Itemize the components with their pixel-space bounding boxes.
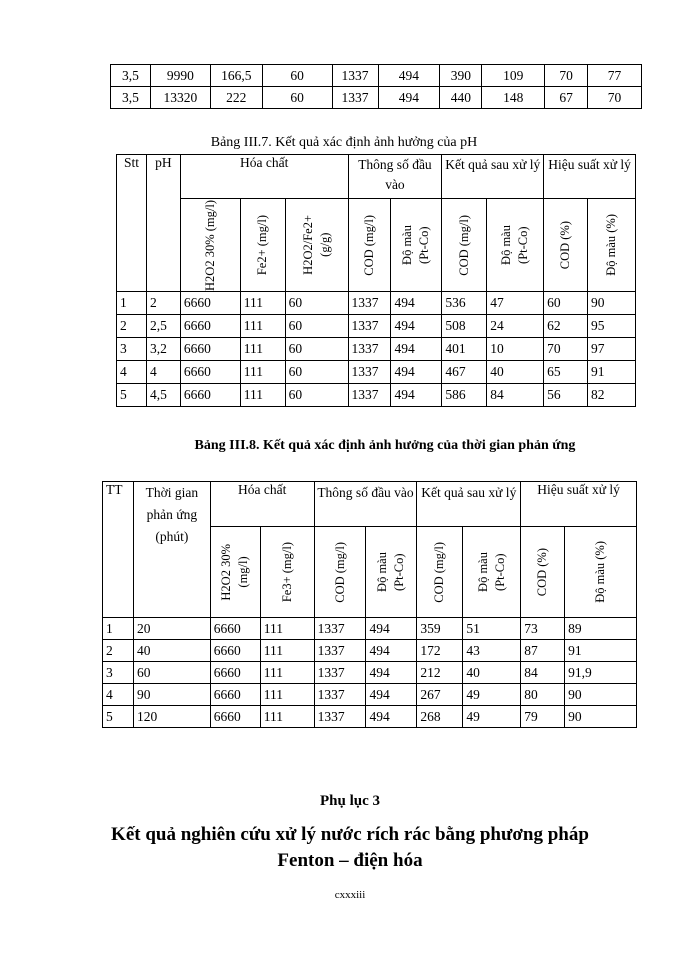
table-cell: 1337 (348, 292, 391, 315)
table8-sub-cod-in: COD (mg/l) (314, 527, 366, 618)
table-cell: 56 (544, 384, 588, 407)
table7-sub-color-out-1: Độ màu (499, 225, 514, 265)
table-cell: 1337 (332, 65, 378, 87)
table8-header-row (103, 482, 637, 527)
table-cell: 212 (417, 662, 463, 684)
table8-sub-color-in (366, 527, 417, 618)
table-cell: 6660 (180, 384, 240, 407)
table-cell: 1337 (348, 384, 391, 407)
table-row (103, 662, 637, 684)
table-cell: 60 (262, 65, 332, 87)
table7-header-input: Thông số đầu vào (348, 155, 442, 199)
table8-sub-color-in-1: Độ màu (375, 552, 390, 592)
table8-header-tt: TT (103, 482, 134, 618)
table7-header-chemicals: Hóa chất (180, 155, 348, 199)
table-cell: 5 (103, 706, 134, 728)
table-cell: 3,5 (111, 65, 151, 87)
table7-sub-color-in (391, 199, 442, 292)
table-cell: 494 (391, 315, 442, 338)
table-cell: 70 (588, 87, 642, 109)
table-cell: 120 (133, 706, 210, 728)
table-cell: 4 (117, 361, 147, 384)
table-cell: 13320 (150, 87, 210, 109)
page-number: cxxxiii (334, 889, 366, 901)
table-cell: 1337 (314, 684, 366, 706)
table8-sub-color-out-1: Độ màu (475, 552, 490, 592)
table-cell: 1 (117, 292, 147, 315)
appendix-title-line1: Kết quả nghiên cứu xử lý nước rích rác bằng phương pháp (111, 824, 589, 845)
table-cell: 5 (117, 384, 147, 407)
table-cell: 494 (366, 618, 417, 640)
table-cell: 1337 (314, 618, 366, 640)
table-cell: 60 (544, 292, 588, 315)
table-cell: 47 (487, 292, 544, 315)
table-cell: 494 (391, 292, 442, 315)
table-cell: 20 (133, 618, 210, 640)
table7-sub-fe2: Fe2+ (mg/l) (240, 199, 285, 292)
table-cell: 2,5 (146, 315, 180, 338)
table-cell: 586 (442, 384, 487, 407)
table8-header-efficiency: Hiệu suất xử lý (521, 482, 637, 527)
table-cell: 40 (487, 361, 544, 384)
table-cell: 1337 (332, 87, 378, 109)
table-cell: 3 (117, 338, 147, 361)
table-cell: 1337 (314, 706, 366, 728)
appendix-label: Phụ lục 3 (319, 793, 380, 809)
table-cell: 494 (378, 87, 440, 109)
table7-sub-color-out (487, 199, 544, 292)
table-cell: 95 (588, 315, 636, 338)
table7-sub-ratio (285, 199, 348, 292)
table-cell: 166,5 (210, 65, 262, 87)
table-cell: 1337 (348, 315, 391, 338)
table-cell: 390 (440, 65, 482, 87)
table-cell: 6660 (180, 361, 240, 384)
table-cell: 2 (103, 640, 134, 662)
table8-sub-color-out-2: (Pt-Co) (492, 553, 507, 591)
table8 (102, 481, 637, 728)
table-cell: 2 (117, 315, 147, 338)
table-cell: 24 (487, 315, 544, 338)
table7-sub-color-out-2: (Pt-Co) (516, 226, 531, 264)
table-cell: 60 (133, 662, 210, 684)
table-cell: 60 (285, 338, 348, 361)
table-row (117, 384, 636, 407)
table-row (117, 361, 636, 384)
table-cell: 73 (521, 618, 565, 640)
table-cell: 90 (565, 706, 637, 728)
table7-caption: Bảng III.7. Kết quả xác định ảnh hưởng của pH (210, 135, 478, 150)
table-cell: 4 (103, 684, 134, 706)
table-cell: 494 (391, 338, 442, 361)
table7-sub-color-in-1: Độ màu (400, 225, 415, 265)
table-cell: 494 (391, 361, 442, 384)
appendix-title-line2: Fenton – điện hóa (277, 850, 423, 871)
table-cell: 111 (260, 706, 314, 728)
table-cell: 4 (146, 361, 180, 384)
table7-header-ph: pH (146, 155, 180, 292)
table-cell: 111 (260, 618, 314, 640)
table7-header-row (117, 155, 636, 199)
table7 (116, 154, 636, 407)
table-cell: 1337 (348, 338, 391, 361)
table-cell: 3 (103, 662, 134, 684)
table-cell: 6660 (210, 706, 260, 728)
table-cell: 40 (463, 662, 521, 684)
table-cell: 80 (521, 684, 565, 706)
table-cell: 49 (463, 684, 521, 706)
table-cell: 84 (487, 384, 544, 407)
table-cell: 6660 (210, 684, 260, 706)
table7-sub-color-in-2: (Pt-Co) (417, 226, 432, 264)
table-cell: 3,5 (111, 87, 151, 109)
table-cell: 79 (521, 706, 565, 728)
table-cell: 90 (565, 684, 637, 706)
table8-sub-cod-eff: COD (%) (521, 527, 565, 618)
table-cell: 111 (240, 292, 285, 315)
table8-header-chemicals: Hóa chất (210, 482, 314, 527)
table-cell: 494 (366, 640, 417, 662)
table-cell: 222 (210, 87, 262, 109)
table7-sub-color-eff: Độ màu (%) (588, 199, 636, 292)
table-cell: 91 (565, 640, 637, 662)
table-cell: 51 (463, 618, 521, 640)
table7-sub-cod-eff: COD (%) (544, 199, 588, 292)
table-cell: 111 (240, 338, 285, 361)
table-cell: 2 (146, 292, 180, 315)
table-cell: 91 (588, 361, 636, 384)
table-cell: 1 (103, 618, 134, 640)
table8-sub-color-in-2: (Pt-Co) (392, 553, 407, 591)
table-cell: 508 (442, 315, 487, 338)
table8-sub-fe: Fe3+ (mg/l) (260, 527, 314, 618)
table-cell: 359 (417, 618, 463, 640)
table8-header-time: Thời gian phản ứng (phút) (133, 482, 210, 618)
table-cell: 82 (588, 384, 636, 407)
table8-sub-color-eff: Độ màu (%) (565, 527, 637, 618)
table-cell: 43 (463, 640, 521, 662)
table-cell: 60 (285, 315, 348, 338)
table8-sub-h2o2-unit: (mg/l) (236, 556, 251, 588)
table-cell: 91,9 (565, 662, 637, 684)
table-cell: 1337 (314, 662, 366, 684)
table-cell: 77 (588, 65, 642, 87)
table7-header-stt: Stt (117, 155, 147, 292)
table-cell: 401 (442, 338, 487, 361)
table-cell: 111 (260, 684, 314, 706)
table-cell: 49 (463, 706, 521, 728)
table-cell: 40 (133, 640, 210, 662)
table-row (111, 87, 642, 109)
table-cell: 60 (262, 87, 332, 109)
table7-sub-cod-out: COD (mg/l) (442, 199, 487, 292)
table-cell: 111 (260, 662, 314, 684)
table-cell: 6660 (210, 640, 260, 662)
table-cell: 90 (588, 292, 636, 315)
table-cell: 111 (240, 361, 285, 384)
table-cell: 467 (442, 361, 487, 384)
table-cell: 536 (442, 292, 487, 315)
table-cell: 3,2 (146, 338, 180, 361)
table-cell: 65 (544, 361, 588, 384)
table-cell: 89 (565, 618, 637, 640)
table-cell: 9990 (150, 65, 210, 87)
table-row (103, 618, 637, 640)
table-cell: 268 (417, 706, 463, 728)
table-row (103, 706, 637, 728)
table8-sub-cod-out: COD (mg/l) (417, 527, 463, 618)
table7-sub-ratio-unit: (g/g) (317, 232, 332, 258)
table-row (103, 684, 637, 706)
table-cell: 494 (366, 662, 417, 684)
table-cell: 10 (487, 338, 544, 361)
table8-header-input: Thông số đầu vào (314, 482, 417, 527)
table-cell: 494 (378, 65, 440, 87)
table7-sub-cod-in: COD (mg/l) (348, 199, 391, 292)
table-cell: 62 (544, 315, 588, 338)
table-cell: 111 (240, 315, 285, 338)
table8-sub-h2o2-main: H2O2 30% (219, 543, 234, 601)
table-row (111, 65, 642, 87)
table-cell: 440 (440, 87, 482, 109)
top-table-body (111, 65, 642, 109)
table-cell: 70 (545, 65, 588, 87)
table-cell: 494 (366, 684, 417, 706)
table-cell: 67 (545, 87, 588, 109)
table-cell: 109 (482, 65, 545, 87)
table-cell: 172 (417, 640, 463, 662)
table7-header-result: Kết quả sau xử lý (442, 155, 544, 199)
table-cell: 90 (133, 684, 210, 706)
table8-caption: Bảng III.8. Kết quả xác định ảnh hưởng của thời gian phản ứng (194, 438, 576, 453)
table8-sub-color-out (463, 527, 521, 618)
top-table (110, 64, 642, 109)
table7-header-efficiency: Hiệu suất xử lý (544, 155, 636, 199)
table-cell: 87 (521, 640, 565, 662)
table-cell: 1337 (348, 361, 391, 384)
table7-sub-h2o2: H2O2 30% (mg/l) (180, 199, 240, 292)
table-cell: 267 (417, 684, 463, 706)
table-cell: 70 (544, 338, 588, 361)
table-cell: 111 (240, 384, 285, 407)
table8-sub-h2o2 (210, 527, 260, 618)
table-cell: 111 (260, 640, 314, 662)
table8-header-result: Kết quả sau xử lý (417, 482, 521, 527)
table-row (117, 315, 636, 338)
table-cell: 494 (366, 706, 417, 728)
table-cell: 4,5 (146, 384, 180, 407)
table-cell: 6660 (210, 662, 260, 684)
table-row (117, 338, 636, 361)
table-row (117, 292, 636, 315)
table8-body (103, 618, 637, 728)
table-cell: 148 (482, 87, 545, 109)
table-cell: 6660 (210, 618, 260, 640)
table-cell: 6660 (180, 292, 240, 315)
table-cell: 84 (521, 662, 565, 684)
table-cell: 6660 (180, 338, 240, 361)
table-cell: 60 (285, 384, 348, 407)
table7-body (117, 292, 636, 407)
table-cell: 6660 (180, 315, 240, 338)
table-cell: 494 (391, 384, 442, 407)
table-cell: 1337 (314, 640, 366, 662)
table-cell: 60 (285, 292, 348, 315)
table7-subheader-row (117, 199, 636, 292)
table-cell: 60 (285, 361, 348, 384)
table-row (103, 640, 637, 662)
table7-sub-ratio-main: H2O2/Fe2+ (300, 215, 315, 275)
table-cell: 97 (588, 338, 636, 361)
